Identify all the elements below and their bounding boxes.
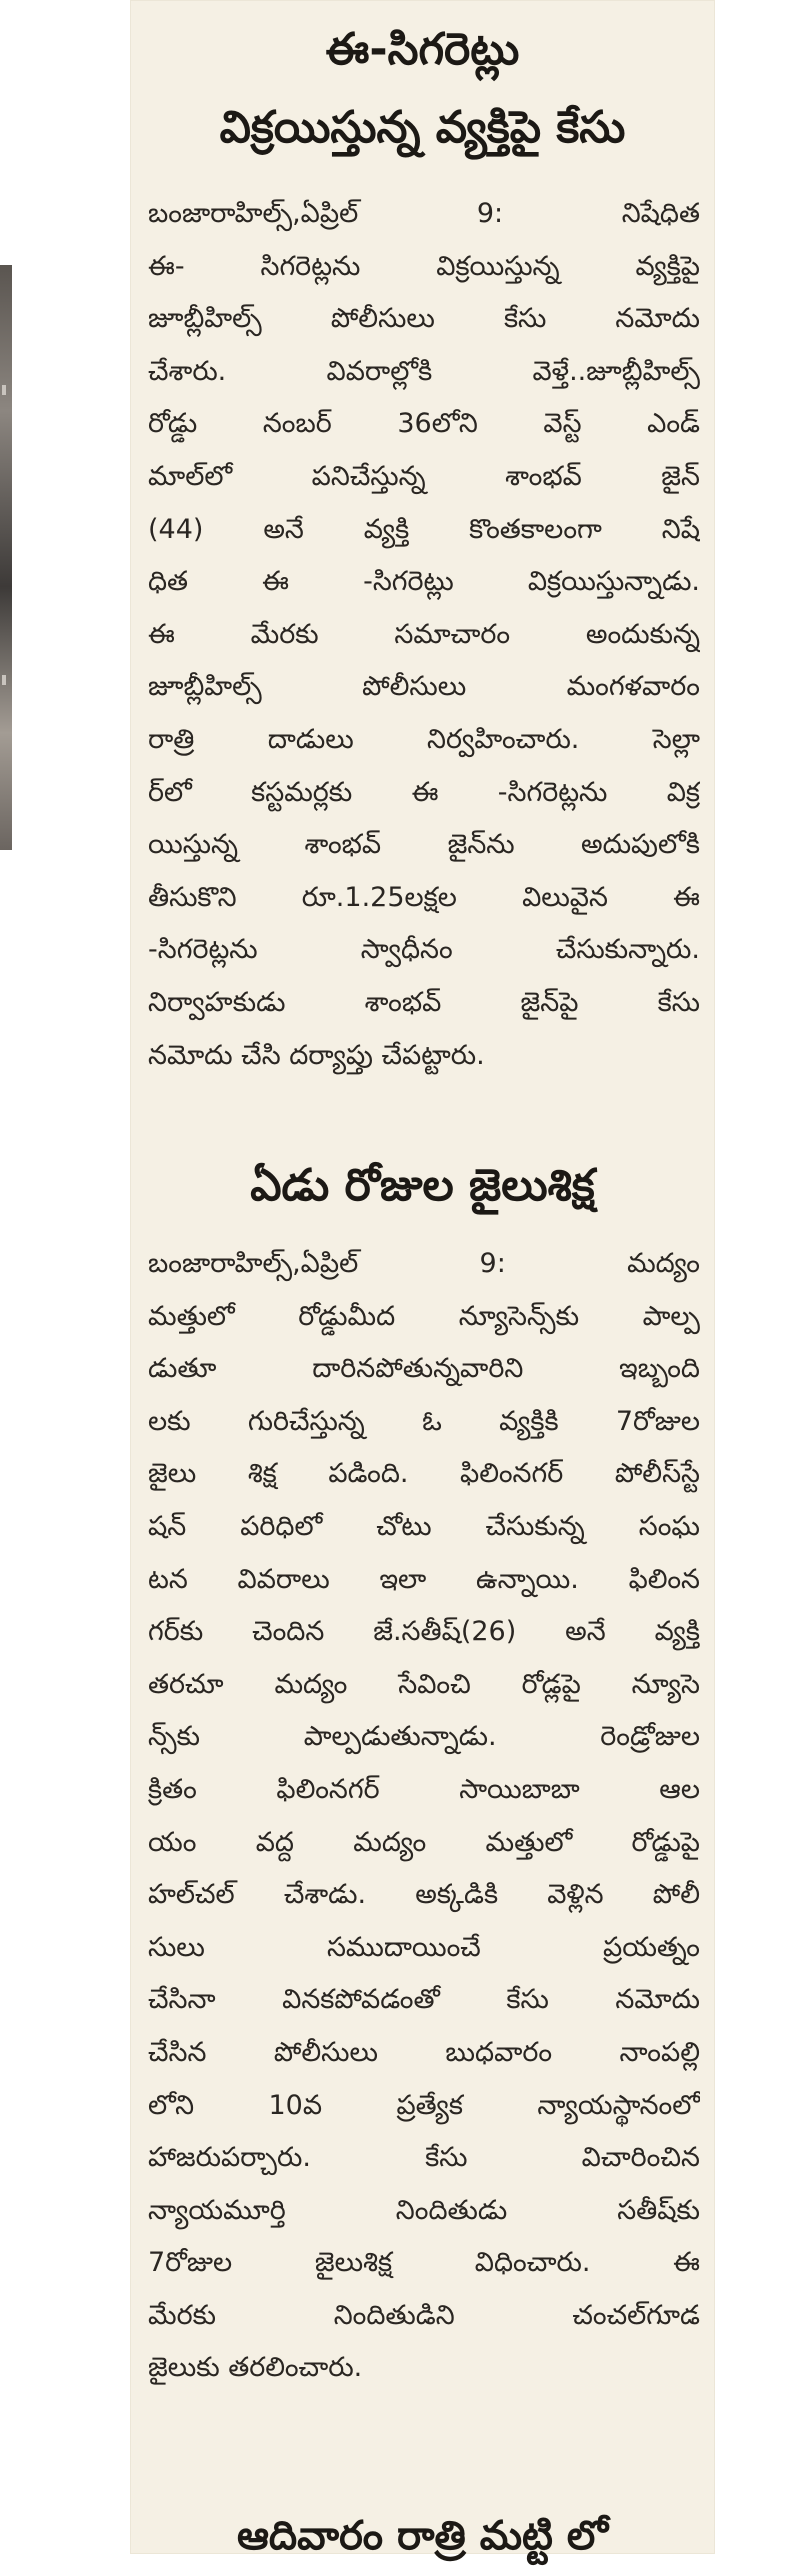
article2-line: మత్తులో రోడ్డుమీద న్యూసెన్స్‌కు పాల్ప <box>148 1300 700 1332</box>
article2-line: మేరకు నిందితుడిని చంచల్‌గూడ <box>148 2299 700 2331</box>
article2-line: లోని 10వ ప్రత్యేక న్యాయస్థానంలో <box>148 2089 700 2121</box>
article1-line: బంజారాహిల్స్,ఏప్రిల్ 9: నిషేధిత <box>148 198 700 229</box>
article2-line: డుతూ దారినపోతున్నవారిని ఇబ్బంది <box>148 1353 700 1385</box>
photo-detail <box>2 675 6 685</box>
article2-line: సులు సముదాయించే ప్రయత్నం <box>148 1931 700 1963</box>
newspaper-clipping <box>130 0 715 2559</box>
article2-headline: ఏడు రోజుల జైలుశిక్ష <box>250 1160 595 1211</box>
article1-line: యిస్తున్న శాంభవ్ జైన్‌ను అదుపులోకి <box>148 829 700 861</box>
article2-line: హాజరుపర్చారు. కేసు విచారించిన <box>148 2142 700 2174</box>
article2-line: టన వివరాలు ఇలా ఉన్నాయి. ఫిలింన <box>148 1563 700 1595</box>
article1-line: నమోదు చేసి దర్యాప్తు చేపట్టారు. <box>148 1039 485 1071</box>
article1-line: ర్‌లో కస్టమర్లకు ఈ -సిగరెట్లను విక్ర <box>148 776 700 808</box>
article2-line: షన్ పరిధిలో చోటు చేసుకున్న సంఘ <box>148 1510 700 1542</box>
article2-line: చేసినా వినకపోవడంతో కేసు నమోదు <box>148 1984 700 2016</box>
article2-line: చేసిన పోలీసులు బుధవారం నాంపల్లి <box>148 2036 700 2068</box>
article2-line: బంజారాహిల్స్,ఏప్రిల్ 9: మద్యం <box>148 1248 700 1279</box>
article2-line: యం వద్ద మద్యం మత్తులో రోడ్డుపై <box>148 1826 700 1858</box>
article1-line: ఈ మేరకు సమాచారం అందుకున్న <box>148 618 700 650</box>
article2-line: 7రోజుల జైలుశిక్ష విధించారు. ఈ <box>148 2247 700 2279</box>
article1-headline-line2: విక్రయిస్తున్న వ్యక్తిపై కేసు <box>219 102 626 153</box>
article2-line: న్యాయమూర్తి నిందితుడు సతీష్‌కు <box>148 2194 700 2226</box>
article3-headline-partial: ఆదివారం రాత్రి మట్టి లో <box>237 2513 608 2559</box>
article2-line: తరచూ మద్యం సేవించి రోడ్లపై న్యూసె <box>148 1668 700 1700</box>
article1-line: నిర్వాహకుడు శాంభవ్ జైన్‌పై కేసు <box>148 986 700 1018</box>
article2-line: జైలు శిక్ష పడింది. ఫిలింనగర్ పోలీస్‌స్టే <box>148 1458 700 1490</box>
article1-line: చేశారు. వివరాల్లోకి వెళ్తే..జూబ్లీహిల్స్ <box>148 355 700 387</box>
photo-detail <box>2 385 6 395</box>
article1-headline-line1: ఈ-సిగరెట్లు <box>325 24 520 75</box>
article1-line: మాల్‌లో పనిచేస్తున్న శాంభవ్ జైన్ <box>148 460 700 492</box>
article1-line: తీసుకొని రూ.1.25లక్షల విలువైన ఈ <box>148 881 700 913</box>
article2-line: క్రితం ఫిలింనగర్ సాయిబాబా ఆల <box>148 1773 700 1805</box>
article1-line: జూబ్లీహిల్స్ పోలీసులు కేసు నమోదు <box>148 303 700 335</box>
article2-body <box>148 1238 700 2395</box>
article1-line: ఈ- సిగరెట్లను విక్రయిస్తున్న వ్యక్తిపై <box>148 250 700 282</box>
article1-line: (44) అనే వ్యక్తి కొంతకాలంగా నిషే <box>148 513 700 545</box>
article2-line: గర్‌కు చెందిన జే.సతీష్(26) అనే వ్యక్తి <box>148 1616 700 1648</box>
article2-line: లకు గురిచేస్తున్న ఓ వ్యక్తికి 7రోజుల <box>148 1405 700 1437</box>
article1-line: ధిత ఈ -సిగరెట్లు విక్రయిస్తున్నాడు. <box>148 566 700 598</box>
article2-line: న్స్‌కు పాల్పడుతున్నాడు. రెండ్రోజుల <box>148 1721 700 1753</box>
article1-body <box>148 188 700 1082</box>
article1-line: -సిగరెట్లను స్వాధీనం చేసుకున్నారు. <box>148 934 700 966</box>
article2-line: హల్‌చల్ చేశాడు. అక్కడికి వెళ్లిన పోలీ <box>148 1879 700 1911</box>
article2-line: జైలుకు తరలించారు. <box>148 2352 363 2384</box>
article1-line: రాత్రి దాడులు నిర్వహించారు. సెల్లా <box>148 723 700 755</box>
article1-line: రోడ్డు నంబర్ 36లోని వెస్ట్ ఎండ్ <box>148 408 700 440</box>
adjacent-photo-edge <box>0 265 12 850</box>
article1-line: జూబ్లీహిల్స్ పోలీసులు మంగళవారం <box>148 671 700 703</box>
